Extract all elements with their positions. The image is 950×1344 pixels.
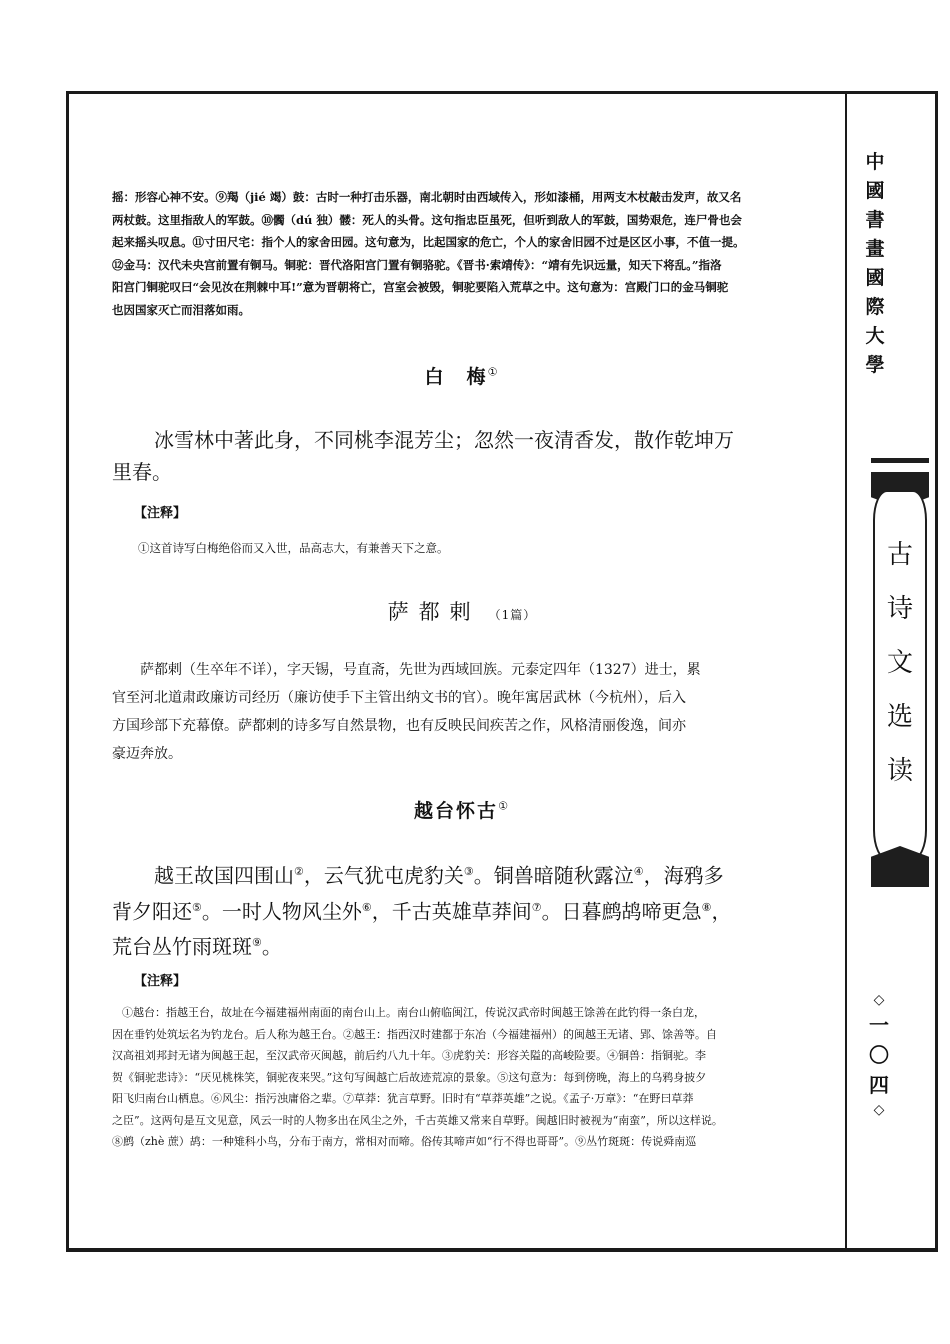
poem2-note-line: 贺《铜驼悲诗》：“厌见桃株笑，铜驼夜来哭。”这句写闽越亡后故迹荒凉的景象。⑤这句意为：每到傍晚，海上的乌鸦身披夕: [112, 1070, 707, 1084]
poem2-segment: 。: [261, 934, 282, 959]
poem2-notes: [112, 1002, 812, 1153]
series-title-char: 大: [865, 325, 885, 347]
page-number: [867, 990, 891, 1120]
poem2-note-mark: ⑥: [361, 900, 372, 914]
series-title-char: 國: [865, 267, 885, 289]
diamond-icon: ◇: [873, 1102, 885, 1118]
poem2-title-text: 越台怀古: [414, 800, 499, 822]
poem2-note-mark: ②: [294, 865, 304, 878]
page-number-char: 一: [869, 1013, 889, 1037]
poem2-line: [112, 892, 812, 928]
book-title-char: 选: [886, 702, 913, 732]
series-title-char: 學: [865, 354, 885, 376]
book-title-char: 古: [886, 540, 913, 570]
poem1-note: ①这首诗写白梅绝俗而又入世，品高志大，有兼善天下之意。: [138, 541, 449, 555]
series-title-char: 書: [865, 209, 885, 231]
frame-right-edge: [935, 91, 938, 1251]
series-title-char: 際: [865, 296, 885, 318]
poem2-note-line: 汉高祖刘邦封无诸为闽越王起，至汉武帝灭闽越，前后约八九十年。③虎豹关：形容关隘的高峻险要。④铜兽：指铜驼。李: [112, 1049, 706, 1062]
poem1-line: 里春。: [112, 460, 172, 484]
poem2-segment: ，千古英雄草莽间: [371, 899, 532, 924]
book-title: [873, 528, 927, 798]
poem2-segment: ，海鸦多: [643, 863, 724, 888]
poem2-body: [112, 856, 812, 963]
poem2-title: [112, 796, 812, 823]
top-note-line: ⑫金马：汉代未央宫前置有铜马。铜驼：晋代洛阳宫门置有铜骆驼。《晋书·索靖传》：“靖有先识远量，知天下将乱。”指洛: [112, 257, 722, 272]
book-title-char: 文: [886, 648, 913, 678]
poem2-note-mark: ⑦: [531, 900, 542, 914]
author-bio: [112, 656, 812, 768]
bio-line: 方国珍部下充幕僚。萨都剌的诗多写自然景物，也有反映民间疾苦之作，风格清丽俊逸，间亦: [112, 718, 686, 734]
poem2-note-mark: ④: [633, 865, 644, 878]
frame-bottom-edge: [66, 1248, 938, 1252]
poem2-note-mark: ⑧: [701, 900, 712, 914]
series-title: [858, 148, 892, 380]
poem1-title-mark: ①: [487, 365, 500, 379]
poem2-title-mark: ①: [498, 799, 510, 813]
author-poem-count: （1篇）: [488, 608, 537, 622]
poem2-segment: 。一时人物风尘外: [201, 899, 362, 924]
bio-line: 官至河北道肃政廉访司经历（廉访使手下主管出纳文书的官）。晚年寓居武林（今杭州），后入: [112, 690, 686, 706]
series-title-char: 國: [865, 180, 885, 202]
poem2-note-line: 因在垂钓处筑坛名为钓龙台。后人称为越王台。②越王：指西汉时建都于东冶（今福建福州）的闽越王无诸、郢、馀善等。自: [112, 1027, 717, 1041]
poem1-title-text: 白 梅: [424, 366, 488, 388]
poem2-segment: ，: [711, 899, 732, 924]
poem1-annotation-label: 【注释】: [134, 506, 187, 521]
banner-bottom-bar: [871, 882, 929, 887]
top-notes: [112, 186, 812, 321]
bio-line: 萨都剌（生卒年不详），字天锡，号直斋，先世为西域回族。元泰定四年（1327）进士，累: [140, 662, 701, 678]
page-number-char: 四: [869, 1073, 889, 1097]
banner-top-bar: [871, 458, 929, 463]
poem2-segment: 。铜兽暗随秋露泣: [473, 863, 634, 888]
poem2-annotation-label: 【注释】: [134, 974, 187, 989]
bio-line: 豪迈奔放。: [112, 746, 182, 762]
poem1-title: [112, 362, 812, 389]
top-note-line: 阳宫门铜驼叹曰“会见汝在荆棘中耳!”意为晋朝将亡，宫室会被毁，铜驼要陷入荒草之中。这句意为：宫殿门口的金马铜驼: [112, 280, 729, 294]
poem2-segment: ，云气犹屯虎豹关: [303, 863, 464, 888]
poem2-segment: 。日暮鹧鸪啼更急: [541, 899, 702, 924]
book-title-char: 诗: [886, 594, 913, 624]
page-number-char: 〇: [869, 1043, 889, 1067]
poem2-note-mark: ⑤: [192, 900, 202, 914]
author-heading: [112, 596, 812, 626]
diamond-icon: ◇: [873, 992, 885, 1008]
top-note-line: 也因国家灭亡而泪落如雨。: [112, 302, 250, 317]
poem2-line: [112, 856, 812, 892]
author-name: 萨都剌: [387, 600, 481, 624]
poem2-note-line: 之臣”。这两句是互文见意，风云一时的人物多出在风尘之外，千古英雄又常来自草野。闽越旧时被视为“南蛮”，所以这样说。: [112, 1113, 723, 1127]
book-title-char: 读: [886, 756, 913, 786]
frame-divider: [845, 91, 847, 1251]
poem2-segment: 荒台丛竹雨斑斑: [112, 934, 252, 959]
top-note-line: 两杖鼓。这里指敌人的军鼓。⑩髑（dú 独）髅：死人的头骨。这句指忠臣虽死，但听到敌人的军鼓，国势艰危，连尸骨也会: [112, 212, 742, 227]
poem2-line: [112, 927, 812, 963]
series-title-char: 中: [865, 151, 885, 173]
poem1-body: [112, 424, 812, 488]
top-note-line: 起来摇头叹息。⑪寸田尺宅：指个人的家舍田园。这句意为，比起国家的危亡，个人的家舍旧园不过是区区小事，不值一提。: [112, 235, 745, 249]
poem2-note-mark: ③: [463, 865, 474, 878]
poem2-segment: 背夕阳还: [112, 899, 192, 924]
poem2-note-mark: ⑨: [252, 936, 262, 950]
poem2-segment: 越王故国四围山: [154, 863, 294, 888]
poem2-note-line: ⑧鹧（zhè 蔗）鸪：一种雉科小鸟，分布于南方，常相对而啼。俗传其啼声如“行不得也哥哥”。⑨丛竹斑斑：传说舜南巡: [112, 1135, 697, 1148]
poem1-line: 冰雪林中著此身，不同桃李混芳尘；忽然一夜清香发，散作乾坤万: [154, 428, 734, 452]
series-title-char: 畫: [865, 238, 885, 260]
poem2-note-line: ①越台：指越王台，故址在今福建福州南面的南台山上。南台山俯临闽江，传说汉武帝时闽越王馀善在此钓得一条白龙，: [122, 1006, 705, 1019]
main-content: [112, 186, 812, 1148]
poem2-note-line: 阳飞归南台山栖息。⑥风尘：指污浊庸俗之辈。⑦草莽：犹言草野。旧时有“草莽英雄”之说。《孟子·万章》：“在野曰草莽: [112, 1092, 694, 1105]
top-note-line: 摇：形容心神不安。⑨羯（jié 竭）鼓：古时一种打击乐器，南北朝时由西域传入，形如漆桶，用两支木杖敲击发声，故又名: [112, 190, 742, 204]
